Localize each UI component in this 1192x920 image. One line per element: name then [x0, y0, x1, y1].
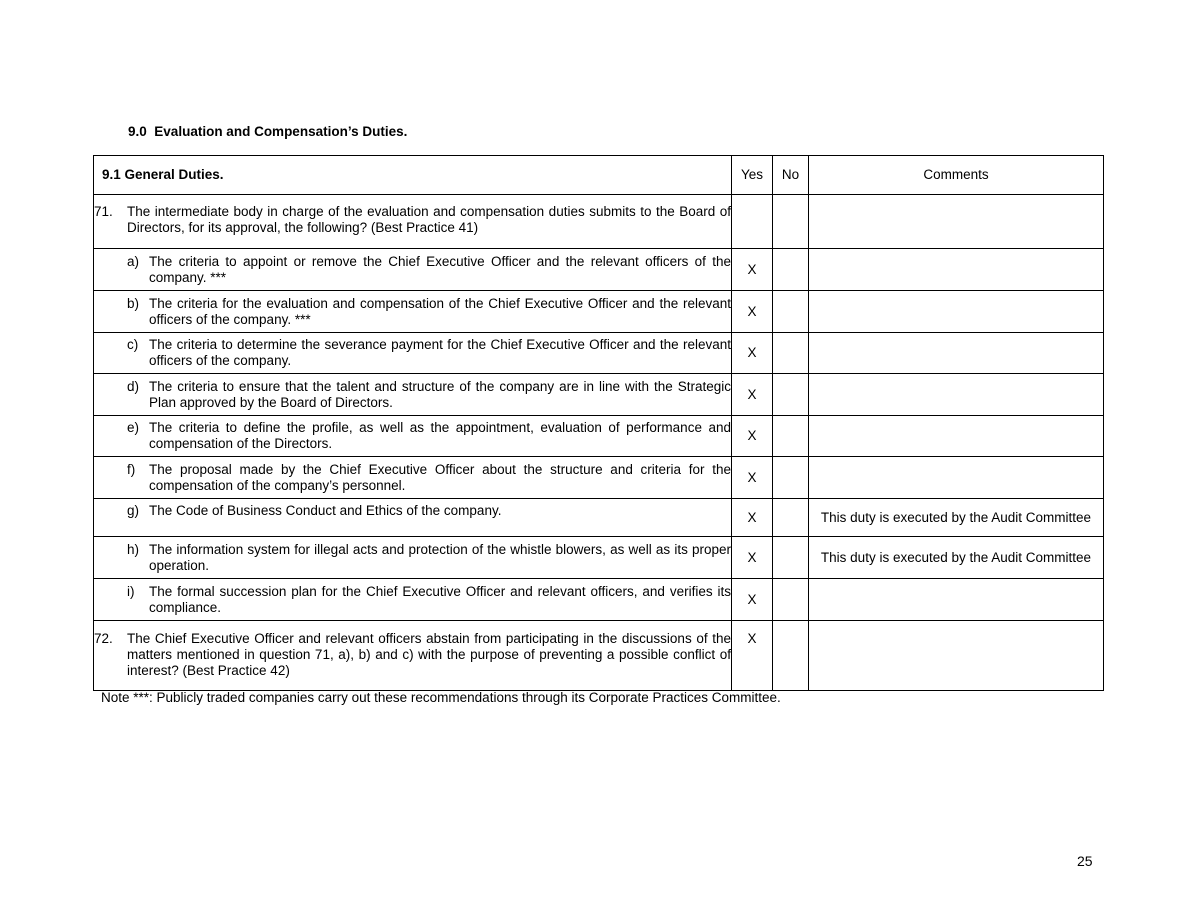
- item-text: The formal succession plan for the Chief Executive Officer and relevant officers, and verifies its compliance.: [149, 583, 731, 615]
- table-row: [94, 457, 1104, 499]
- no-cell: [773, 249, 809, 291]
- table-row: [94, 579, 1104, 621]
- question-number: 71.: [94, 203, 113, 219]
- section-number: 9.0: [128, 124, 147, 139]
- header-comments: Comments: [809, 156, 1104, 195]
- comment-cell: [809, 579, 1104, 621]
- no-cell: [773, 499, 809, 537]
- table-row-q72: [94, 621, 1104, 691]
- header-yes: Yes: [732, 156, 773, 195]
- item-letter: e): [127, 420, 140, 435]
- no-cell: [773, 291, 809, 333]
- table-row: [94, 499, 1104, 537]
- item-text: The criteria to appoint or remove the Chief Executive Officer and the relevant officers of the company. ***: [149, 253, 731, 285]
- table-header-row: [94, 156, 1104, 195]
- yes-cell: X: [732, 621, 773, 691]
- item-letter: d): [127, 378, 140, 394]
- item-letter: c): [127, 337, 139, 352]
- yes-cell: X: [732, 374, 773, 416]
- no-cell: [773, 333, 809, 374]
- comment-cell: [809, 374, 1104, 416]
- question-text: The Chief Executive Officer and relevant officers abstain from participating in the discussions of the matters mentioned in question 71, a), b) and c) with the purpose of preventing a possible conflict of interest? (Best Practice 42): [127, 631, 731, 678]
- comment-cell: [809, 457, 1104, 499]
- yes-cell: X: [732, 249, 773, 291]
- yes-cell: X: [732, 579, 773, 621]
- section-title: Evaluation and Compensation’s Duties.: [154, 124, 408, 139]
- comment-cell: [809, 249, 1104, 291]
- yes-cell: X: [732, 499, 773, 537]
- comment-cell: [809, 195, 1104, 249]
- item-text: The criteria to determine the severance payment for the Chief Executive Officer and the relevant officers of the company.: [149, 337, 731, 368]
- header-no: No: [773, 156, 809, 195]
- comment-cell: This duty is executed by the Audit Committee: [809, 537, 1104, 579]
- table-row: [94, 374, 1104, 416]
- item-text: The information system for illegal acts and protection of the whistle blowers, as well as its proper operation.: [149, 541, 731, 573]
- question-number: 72.: [94, 631, 113, 646]
- no-cell: [773, 416, 809, 457]
- comment-cell: [809, 291, 1104, 333]
- comment-cell: [809, 333, 1104, 374]
- no-cell: [773, 621, 809, 691]
- comment-cell: This duty is executed by the Audit Committee: [809, 499, 1104, 537]
- item-text: The criteria for the evaluation and compensation of the Chief Executive Officer and the relevant officers of the company. ***: [149, 295, 731, 327]
- item-text: The Code of Business Conduct and Ethics of the company.: [149, 503, 502, 518]
- table-row: [94, 416, 1104, 457]
- question-text: The intermediate body in charge of the evaluation and compensation duties submits to the Board of Directors, for its approval, the following? (Best Practice 41): [127, 203, 731, 235]
- yes-cell: X: [732, 333, 773, 374]
- yes-cell: X: [732, 457, 773, 499]
- no-cell: [773, 579, 809, 621]
- yes-cell: X: [732, 416, 773, 457]
- page-number: 25: [1077, 853, 1093, 869]
- table-row: [94, 249, 1104, 291]
- header-general-duties: 9.1 General Duties.: [94, 156, 732, 195]
- item-text: The criteria to ensure that the talent and structure of the company are in line with the Strategic Plan approved by the Board of Directors.: [149, 378, 731, 410]
- comment-cell: [809, 416, 1104, 457]
- footnote: Note ***: Publicly traded companies carry out these recommendations through its Corporate Practices Committee.: [101, 690, 781, 705]
- item-letter: i): [127, 583, 135, 599]
- question-72-cell: [94, 621, 732, 691]
- yes-cell: X: [732, 291, 773, 333]
- table-row: [94, 333, 1104, 374]
- item-letter: f): [127, 461, 136, 477]
- table-row: [94, 291, 1104, 333]
- question-71-cell: [94, 195, 732, 249]
- item-letter: h): [127, 541, 140, 557]
- table-row: [94, 537, 1104, 579]
- no-cell: [773, 374, 809, 416]
- item-text: The criteria to define the profile, as well as the appointment, evaluation of performance and compensation of the Directors.: [149, 420, 731, 451]
- no-cell: [773, 195, 809, 249]
- no-cell: [773, 457, 809, 499]
- item-text: The proposal made by the Chief Executive Officer about the structure and criteria for the compensation of the company’s personnel.: [149, 461, 731, 493]
- item-letter: a): [127, 253, 140, 269]
- section-heading: [128, 124, 407, 139]
- item-letter: b): [127, 295, 140, 311]
- general-duties-table: [93, 155, 1104, 691]
- item-letter: g): [127, 503, 140, 518]
- yes-cell: [732, 195, 773, 249]
- comment-cell: [809, 621, 1104, 691]
- yes-cell: X: [732, 537, 773, 579]
- no-cell: [773, 537, 809, 579]
- table-row-q71: [94, 195, 1104, 249]
